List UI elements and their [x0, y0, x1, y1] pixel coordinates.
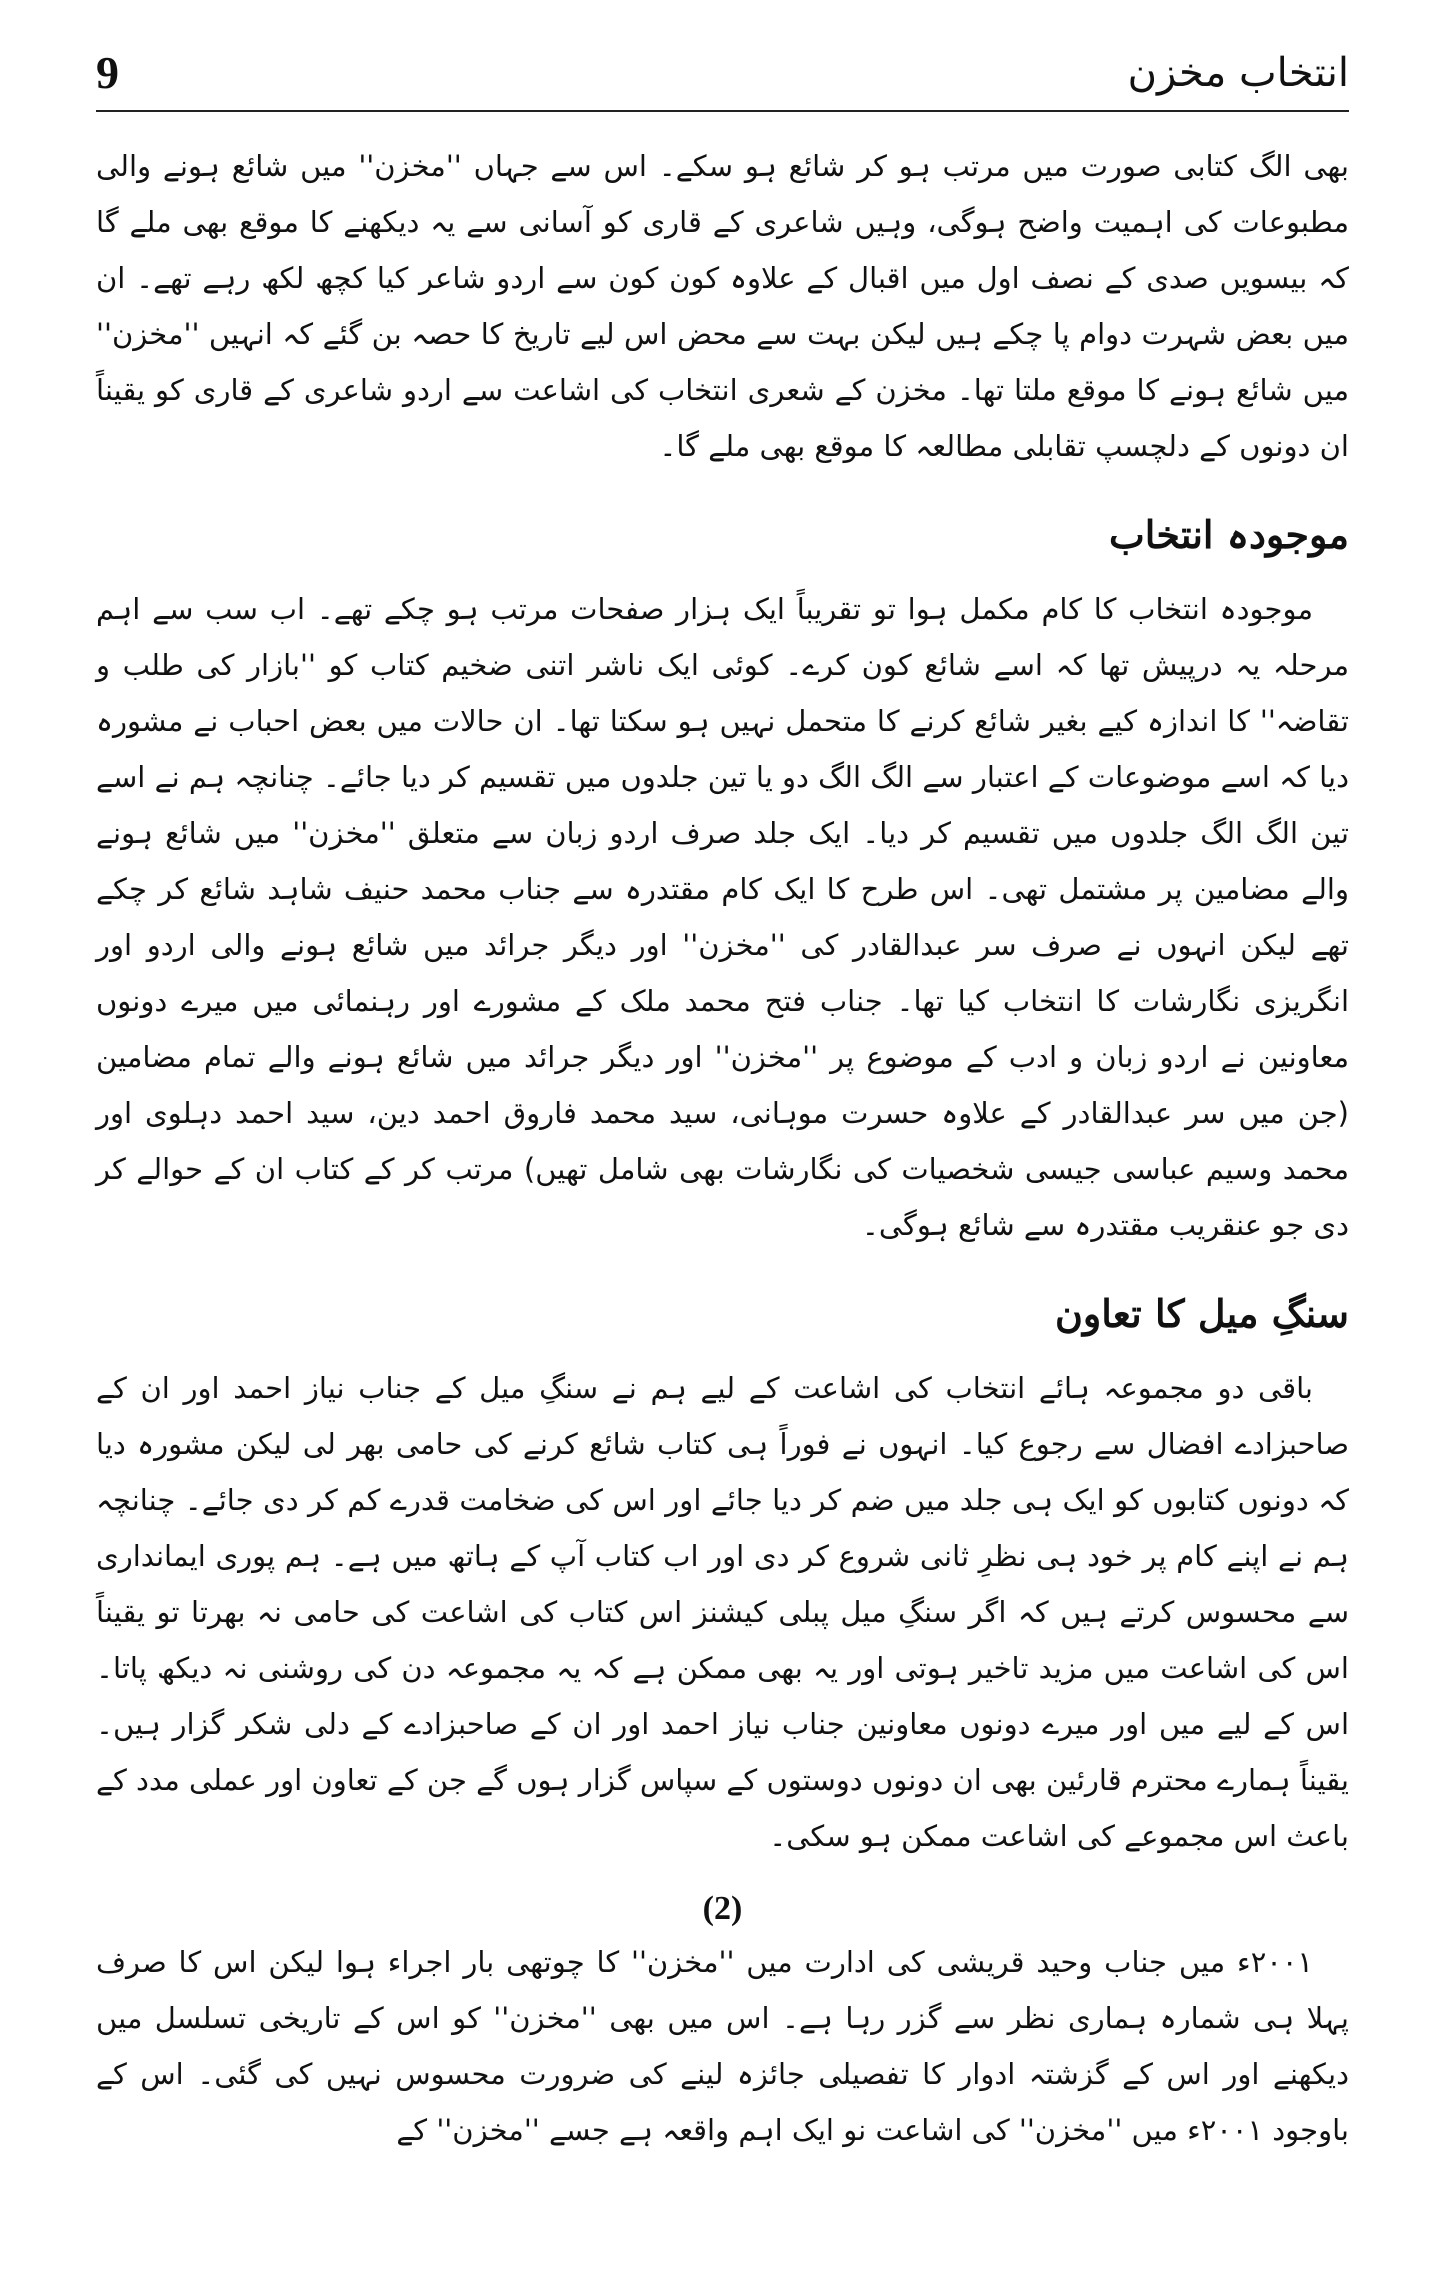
section-current-selection: [96, 508, 1349, 1253]
section-paragraph: باقی دو مجموعہ ہائے انتخاب کی اشاعت کے لیے ہم نے سنگِ میل کے جناب نیاز احمد اور ان کے صاحبزادے افضال سے رجوع کیا۔ انہوں نے فوراً ہی کتاب شائع کرنے کی حامی بھر لی لیکن مشورہ دیا کہ دونوں کتابوں کو ایک ہی جلد میں ضم کر دیا جائے اور اس کی ضخامت قدرے کم کر دی جائے۔ چنانچہ ہم نے اپنے کام پر خود ہی نظرِ ثانی شروع کر دی اور اب کتاب آپ کے ہاتھ میں ہے۔ ہم پوری ایمانداری سے محسوس کرتے ہیں کہ اگر سنگِ میل پبلی کیشنز اس کتاب کی اشاعت کی حامی نہ بھرتا تو یقیناً اس کی اشاعت میں مزید تاخیر ہوتی اور یہ بھی ممکن ہے کہ یہ مجموعہ دن کی روشنی نہ دیکھ پاتا۔ اس کے لیے میں اور میرے دونوں معاونین جناب نیاز احمد اور ان کے صاحبزادے کے دلی شکر گزار ہیں۔ یقیناً ہمارے محترم قارئین بھی ان دونوں دوستوں کے سپاس گزار ہوں گے جن کے تعاون اور عملی مدد کے باعث اس مجموعے کی اشاعت ممکن ہو سکی۔: [96, 1371, 1349, 1854]
part-marker: (2): [702, 1890, 743, 1928]
section-sang-e-meel-cooperation: [96, 1287, 1349, 1864]
section-heading: موجودہ انتخاب: [1108, 512, 1349, 557]
intro-paragraph: بھی الگ کتابی صورت میں مرتب ہو کر شائع ہو سکے۔ اس سے جہاں ''مخزن'' میں شائع ہونے والی مطبوعات کی اہمیت واضح ہوگی، وہیں شاعری کے قاری کو آسانی سے یہ دیکھنے کا موقع بھی ملے گا کہ بیسویں صدی کے نصف اول میں اقبال کے علاوہ کون کون سے اردو شاعر کیا کچھ لکھ رہے تھے۔ ان میں بعض شہرت دوام پا چکے ہیں لیکن بہت سے محض اس لیے تاریخ کا حصہ بن گئے کہ انہیں ''مخزن'' میں شائع ہونے کا موقع ملتا تھا۔ مخزن کے شعری انتخاب کی اشاعت سے اردو شاعری کے قاری کو یقیناً ان دونوں کے دلچسپ تقابلی مطالعہ کا موقع بھی ملے گا۔: [96, 149, 1349, 463]
header-title: انتخاب مخزن: [1127, 50, 1349, 96]
section-paragraph: موجودہ انتخاب کا کام مکمل ہوا تو تقریباً ایک ہزار صفحات مرتب ہو چکے تھے۔ اب سب سے اہم مرحلہ یہ درپیش تھا کہ اسے شائع کون کرے۔ کوئی ایک ناشر اتنی ضخیم کتاب کو ''بازار کی طلب و تقاضہ'' کا اندازہ کیے بغیر شائع کرنے کا متحمل نہیں ہو سکتا تھا۔ ان حالات میں بعض احباب نے مشورہ دیا کہ اسے موضوعات کے اعتبار سے الگ الگ دو یا تین جلدوں میں تقسیم کر دیا جائے۔ چنانچہ ہم نے اسے تین الگ الگ جلدوں میں تقسیم کر دیا۔ ایک جلد صرف اردو زبان سے متعلق ''مخزن'' میں شائع ہونے والے مضامین پر مشتمل تھی۔ اس طرح کا ایک کام مقتدرہ سے جناب محمد حنیف شاہد شائع کر چکے تھے لیکن انہوں نے صرف سر عبدالقادر کی ''مخزن'' اور دیگر جرائد میں شائع ہونے والی اردو اور انگریزی نگارشات کا انتخاب کیا تھا۔ جناب فتح محمد ملک کے مشورے اور رہنمائی میں میرے دونوں معاونین نے اردو زبان و ادب کے موضوع پر ''مخزن'' اور دیگر جرائد میں شائع ہونے والے تمام مضامین (جن میں سر عبدالقادر کے علاوہ حسرت موہانی، سید محمد فاروق احمد دین، سید احمد دہلوی اور محمد وسیم عباسی جیسی شخصیات کی نگارشات بھی شامل تھیں) مرتب کر کے کتاب ان کے حوالے کر دی جو عنقریب مقتدرہ سے شائع ہوگی۔: [96, 592, 1349, 1243]
section-heading: سنگِ میل کا تعاون: [1054, 1291, 1349, 1337]
closing-paragraph: ۲۰۰۱ء میں جناب وحید قریشی کی ادارت میں ''مخزن'' کا چوتھی بار اجراء ہوا لیکن اس کا صرف پہلا ہی شمارہ ہماری نظر سے گزر رہا ہے۔ اس میں بھی ''مخزن'' کو اس کے تاریخی تسلسل میں دیکھنے اور اس کے گزشتہ ادوار کا تفصیلی جائزہ لینے کی ضرورت محسوس نہیں کی گئی۔ اس کے باوجود ۲۰۰۱ء میں ''مخزن'' کی اشاعت نو ایک اہم واقعہ ہے جسے ''مخزن'' کے: [96, 1945, 1349, 2148]
running-header: [96, 40, 1349, 112]
page-number: 9: [96, 47, 119, 98]
